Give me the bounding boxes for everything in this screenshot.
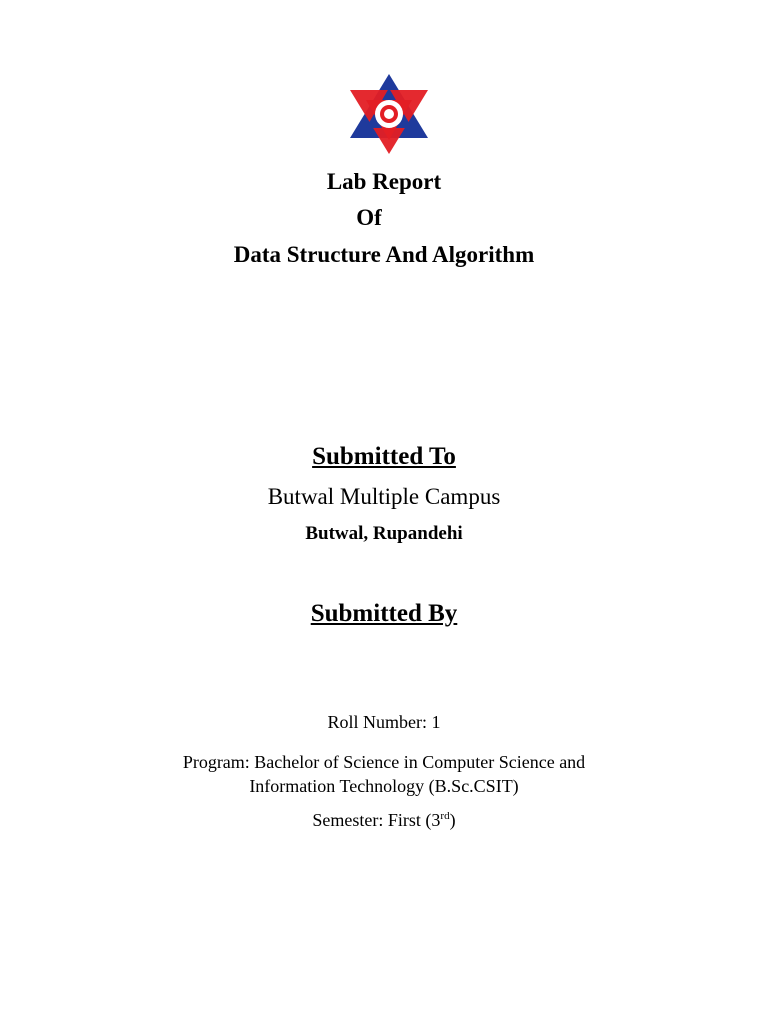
roll-number: Roll Number: 1 xyxy=(327,712,441,732)
institution-name: Butwal Multiple Campus xyxy=(267,484,501,509)
report-subject: Data Structure And Algorithm xyxy=(233,242,535,267)
submitted-to-heading: Submitted To xyxy=(312,443,456,470)
report-title: Lab Report xyxy=(326,169,442,194)
program-line-2: Information Technology (B.Sc.CSIT) xyxy=(249,776,519,796)
semester-ordinal: rd xyxy=(440,810,450,822)
institution-address: Butwal, Rupandehi xyxy=(305,523,463,544)
submitted-by-heading: Submitted By xyxy=(310,600,458,627)
report-title-of: Of xyxy=(356,205,382,230)
program-line-1: Program: Bachelor of Science in Computer Science and xyxy=(182,752,586,772)
semester-suffix: ) xyxy=(449,810,456,830)
semester xyxy=(0,810,768,831)
university-emblem-icon xyxy=(346,70,432,156)
semester-prefix: Semester: First (3 xyxy=(312,810,441,830)
